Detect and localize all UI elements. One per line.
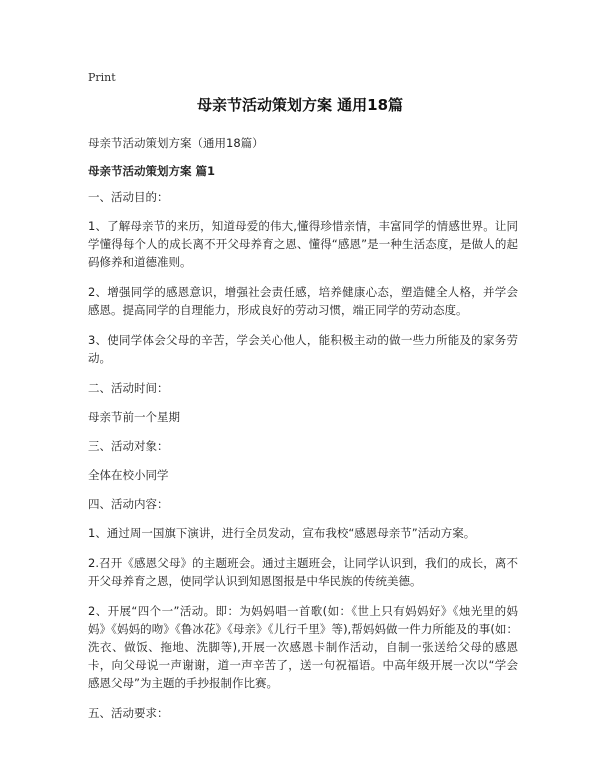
heading-activity-content: 四、活动内容：	[88, 497, 169, 511]
heading-activity-target: 三、活动对象：	[88, 439, 169, 453]
page-title: 母亲节活动策划方案 通用18篇	[196, 96, 404, 114]
paragraph-content-2: 2.召开《感恩父母》的主题班会。通过主题班会，让同学认识到，我们的成长，离不开父母养育之恩，使同学认识到知恩图报是中华民族的传统美德。	[88, 556, 518, 588]
paragraph-purpose-1: 1、了解母亲节的来历，知道母爱的伟大,懂得珍惜亲情，丰富同学的情感世界。让同学懂得每个人的成长离不开父母养育之恩、懂得“感恩”是一种生活态度，是做人的起码修养和道德准则。	[88, 219, 518, 269]
text-activity-target: 全体在校小同学	[88, 468, 169, 482]
paragraph-purpose-2: 2、增强同学的感恩意识，增强社会责任感，培养健康心态，塑造健全人格，并学会感恩。提高同学的自理能力，形成良好的劳动习惯，端正同学的劳动态度。	[88, 285, 518, 317]
heading-activity-purpose: 一、活动目的：	[88, 190, 169, 204]
heading-activity-time: 二、活动时间：	[88, 381, 169, 395]
heading-activity-requirements: 五、活动要求：	[88, 706, 169, 720]
paragraph-content-1: 1、通过周一国旗下演讲，进行全员发动，宣布我校“感恩母亲节”活动方案。	[88, 526, 476, 540]
document-body	[88, 134, 518, 733]
section-title: 母亲节活动策划方案 篇1	[88, 164, 216, 178]
paragraph-purpose-3: 3、使同学体会父母的辛苦，学会关心他人，能积极主动的做一些力所能及的家务劳动。	[88, 333, 518, 365]
document-subtitle: 母亲节活动策划方案（通用18篇）	[88, 136, 264, 150]
text-activity-time: 母亲节前一个星期	[88, 410, 180, 424]
print-link[interactable]: Print	[88, 71, 116, 84]
paragraph-content-3: 2、开展“四个一”活动。即：为妈妈唱一首歌(如：《世上只有妈妈好》《烛光里的妈妈》《妈妈的吻》《鲁冰花》《母亲》《儿行千里》等),帮妈妈做一件力所能及的事(如：洗衣、做饭、拖地、洗脚等),开展一次感恩卡制作活动，自制一张送给父母的感恩卡，向父母说一声谢谢，道一声辛苦了，送一句祝福语。中高年级开展一次以“学会感恩父母”为主题的手抄报制作比赛。	[88, 604, 518, 690]
